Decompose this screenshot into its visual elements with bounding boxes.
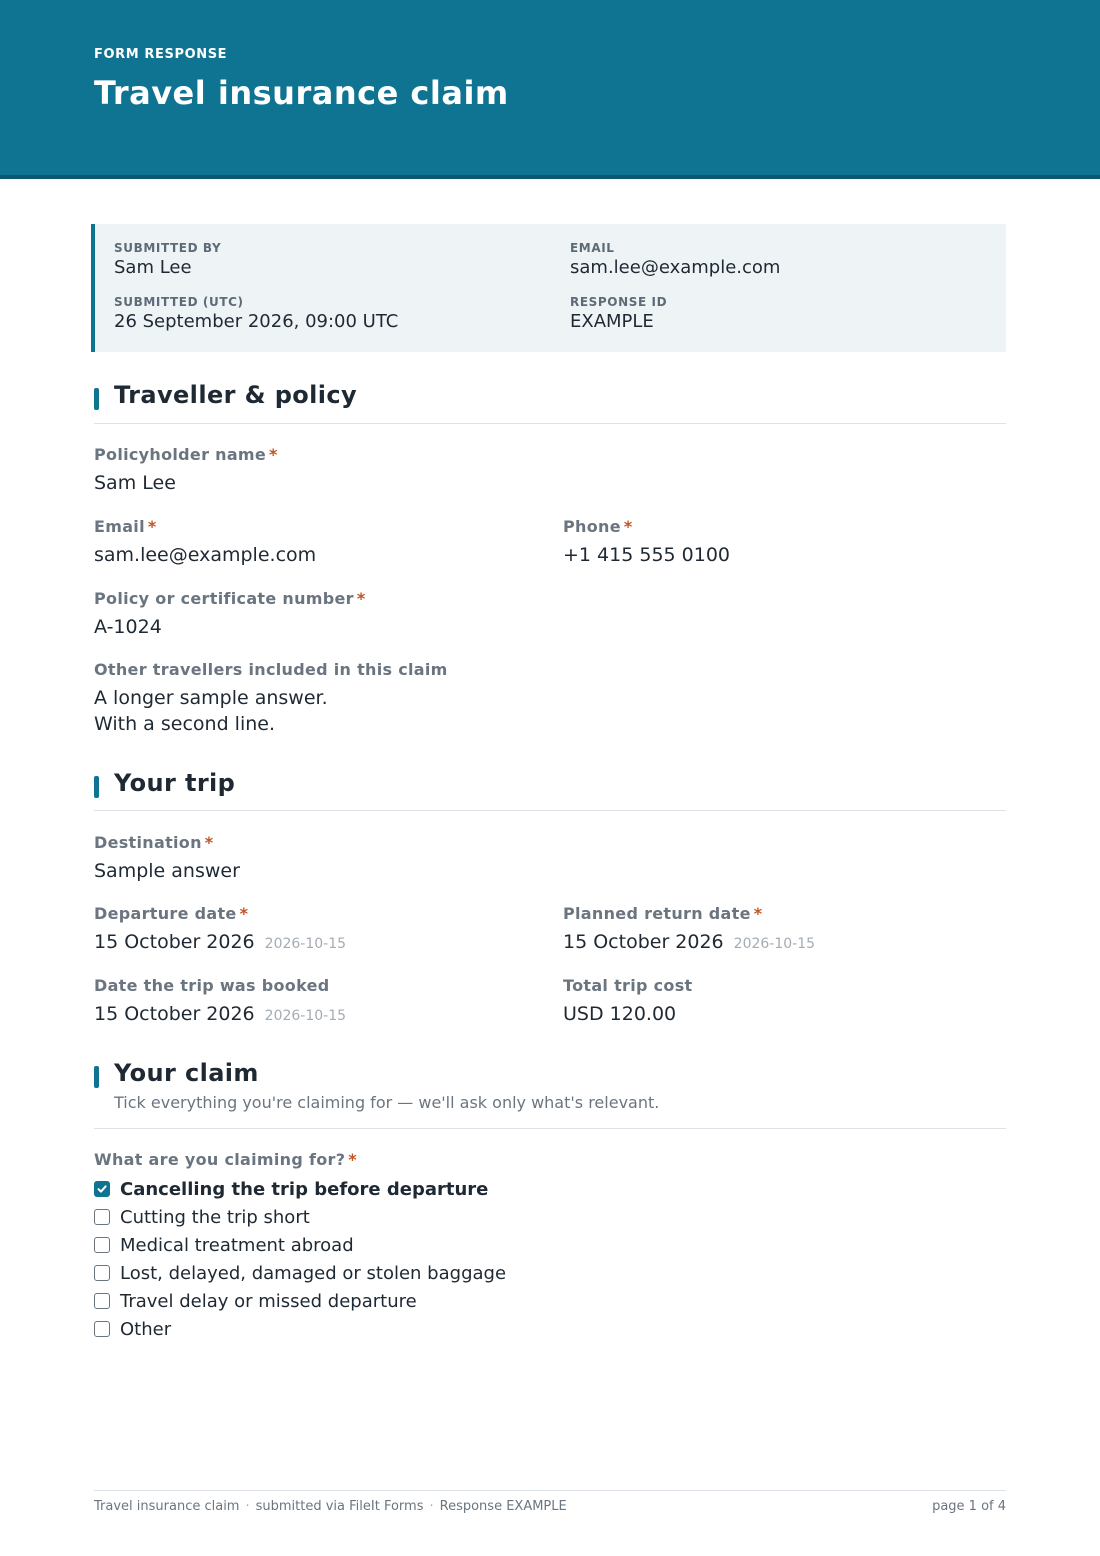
page-title: Travel insurance claim (94, 74, 509, 112)
field-label: Email * (94, 517, 157, 536)
field-label: Date the trip was booked (94, 976, 330, 995)
required-mark: * (348, 1150, 357, 1169)
email-value: sam.lee@example.com (570, 257, 781, 278)
field-return-date (563, 904, 815, 957)
field-value: +1 415 555 0100 (563, 544, 731, 566)
field-trip-cost (563, 976, 692, 1027)
field-value-line: With a second line. (94, 713, 275, 735)
field-value: sam.lee@example.com (94, 544, 317, 566)
iso-date: 2026-10-15 (264, 936, 347, 952)
field-value: USD 120.00 (563, 1003, 677, 1025)
section-title: Traveller & policy (114, 381, 358, 409)
claim-option-label: Cutting the trip short (120, 1206, 310, 1228)
claim-option-label: Lost, delayed, damaged or stolen baggage (120, 1262, 507, 1284)
checkbox-unchecked-icon (94, 1237, 110, 1253)
field-value: Sample answer (94, 860, 240, 882)
response-id (570, 295, 667, 332)
claim-option-label: Medical treatment abroad (120, 1234, 354, 1256)
field-value: 15 October 2026 2026-10-15 (94, 1003, 347, 1025)
footer-separator: · (429, 1499, 434, 1514)
required-mark: * (204, 833, 214, 852)
claim-option (94, 1175, 506, 1203)
field-label: Total trip cost (563, 976, 693, 995)
field-claim-type-label (94, 1150, 357, 1169)
field-label: Destination * (94, 833, 214, 852)
checkbox-unchecked-icon (94, 1293, 110, 1309)
field-other-travellers (94, 660, 448, 737)
page-footer (94, 1490, 1006, 1514)
field-value: 15 October 2026 2026-10-15 (563, 931, 816, 953)
form-response-eyebrow: FORM RESPONSE (94, 47, 228, 62)
claim-option (94, 1315, 506, 1343)
required-mark: * (239, 904, 249, 923)
section-title: Your trip (114, 769, 236, 797)
required-mark: * (269, 445, 278, 464)
footer-via: submitted via FileIt Forms (255, 1499, 424, 1514)
footer-response: Response EXAMPLE (439, 1499, 567, 1514)
field-booked-date (94, 976, 346, 1029)
required-mark: * (753, 904, 763, 923)
field-label: What are you claiming for? * (94, 1150, 357, 1169)
field-label: Departure date * (94, 904, 249, 923)
field-value: A-1024 (94, 616, 162, 638)
submitted-by-label: SUBMITTED BY (114, 241, 222, 255)
page-number: page 1 of 4 (932, 1499, 1006, 1514)
field-departure-date (94, 904, 346, 957)
checkbox-unchecked-icon (94, 1265, 110, 1281)
claim-option (94, 1259, 506, 1287)
claim-type-options (94, 1175, 506, 1343)
section-traveller-policy (94, 381, 1006, 424)
field-policyholder-name (94, 445, 278, 496)
submitted-by-value: Sam Lee (114, 257, 192, 278)
email-label: EMAIL (570, 241, 615, 255)
submitted-by (114, 241, 221, 278)
field-value (94, 685, 448, 737)
claim-option-label: Travel delay or missed departure (120, 1290, 417, 1312)
field-label: Planned return date * (563, 904, 763, 923)
submitted-utc (114, 295, 398, 332)
section-subtitle: Tick everything you're claiming for — we'll ask only what's relevant. (114, 1093, 660, 1112)
response-id-value: EXAMPLE (570, 311, 654, 332)
claim-option (94, 1203, 506, 1231)
field-value-line: A longer sample answer. (94, 687, 328, 709)
submitted-utc-label: SUBMITTED (UTC) (114, 295, 244, 309)
claim-option (94, 1287, 506, 1315)
section-accent-bar (94, 1066, 99, 1088)
section-accent-bar (94, 388, 99, 410)
section-your-claim (94, 1059, 1006, 1129)
required-mark: * (147, 517, 157, 536)
response-id-label: RESPONSE ID (570, 295, 668, 309)
submitted-utc-value: 26 September 2026, 09:00 UTC (114, 311, 399, 332)
submission-summary (91, 224, 1006, 352)
field-value: 15 October 2026 2026-10-15 (94, 931, 347, 953)
field-value: Sam Lee (94, 472, 176, 494)
field-label: Policy or certificate number * (94, 589, 366, 608)
field-phone (563, 517, 730, 568)
iso-date: 2026-10-15 (264, 1008, 347, 1024)
claim-option-label: Cancelling the trip before departure (120, 1178, 489, 1200)
field-policy-number (94, 589, 366, 640)
claim-option-label: Other (120, 1318, 172, 1340)
checkbox-unchecked-icon (94, 1209, 110, 1225)
submitter-email (570, 241, 780, 278)
required-mark: * (356, 589, 366, 608)
checkbox-unchecked-icon (94, 1321, 110, 1337)
field-label: Other travellers included in this claim (94, 660, 448, 679)
section-your-trip (94, 769, 1006, 811)
footer-separator: · (245, 1499, 250, 1514)
field-label: Policyholder name * (94, 445, 278, 464)
claim-option (94, 1231, 506, 1259)
section-accent-bar (94, 776, 99, 798)
field-destination (94, 833, 240, 884)
field-label: Phone * (563, 517, 633, 536)
iso-date: 2026-10-15 (733, 936, 816, 952)
footer-form-name: Travel insurance claim (94, 1499, 240, 1514)
checkbox-checked-icon (94, 1181, 110, 1197)
section-title: Your claim (114, 1059, 259, 1087)
field-email (94, 517, 316, 568)
header-banner (0, 0, 1100, 179)
required-mark: * (623, 517, 633, 536)
